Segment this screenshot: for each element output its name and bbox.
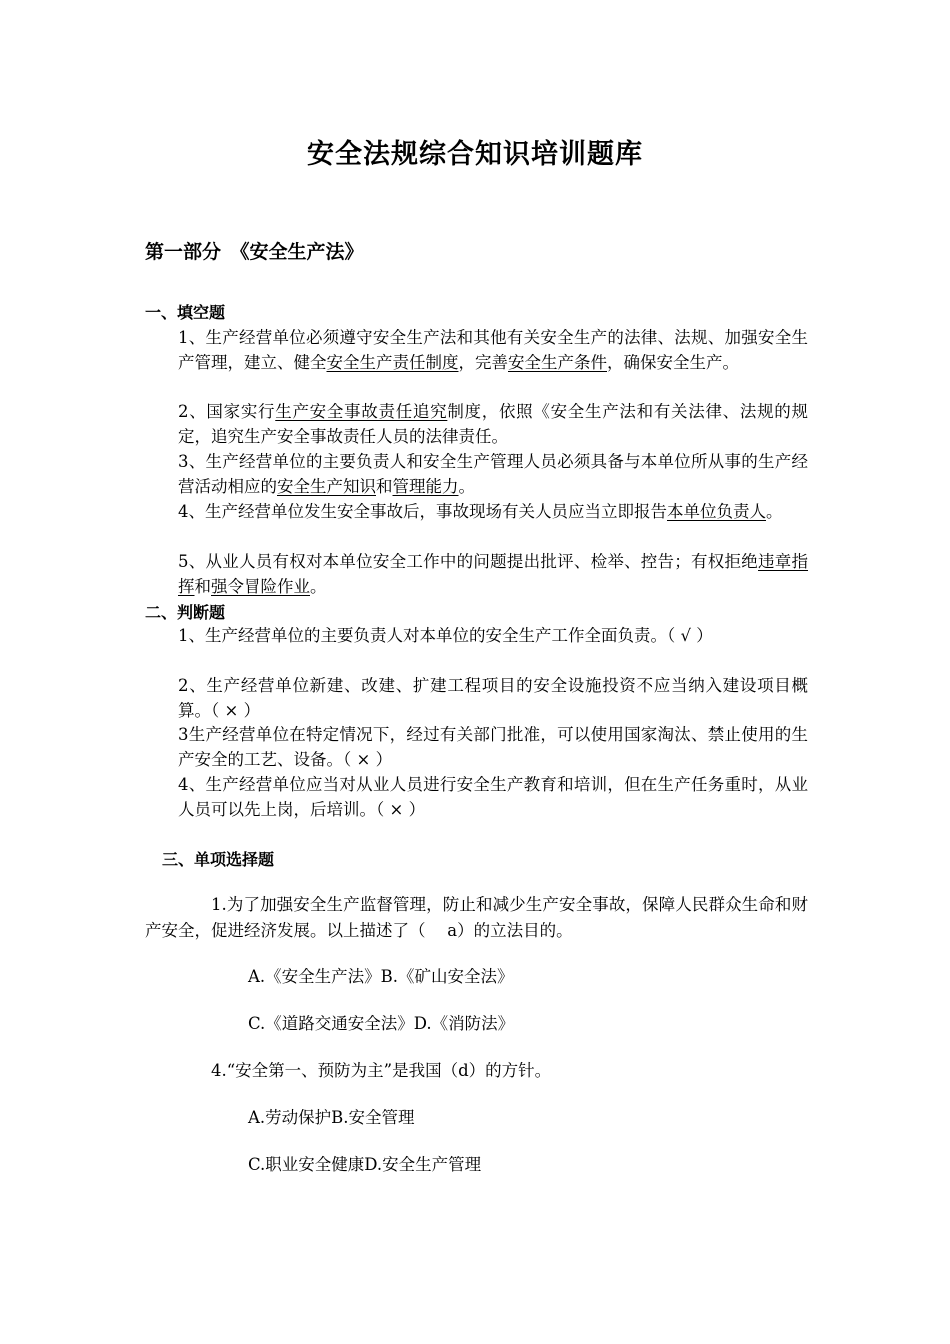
fill-item-5 bbox=[178, 550, 808, 599]
item-text: 5、从业人员有权对本单位安全工作中的问题提出批评、检举、控告；有权拒绝 bbox=[178, 552, 759, 571]
answer-blank: 安全生产条件 bbox=[508, 352, 607, 372]
choice-options-4b: C.职业安全健康D.安全生产管理 bbox=[248, 1155, 482, 1174]
choice-question-4: 4.“安全第一、预防为主”是我国（d）的方针。 bbox=[211, 1061, 552, 1080]
choice-options-1a: A.《安全生产法》B.《矿山安全法》 bbox=[248, 967, 514, 986]
choice-options-4a: A.劳动保护B.安全管理 bbox=[248, 1108, 415, 1127]
item-text: 3、生产经营单位的主要负责人和安全生产管理人员必须具备与本单位所从事的生产经营活动相应的 bbox=[178, 452, 808, 496]
item-text: 和 bbox=[194, 576, 211, 596]
item-text: 1、生产经营单位必须遵守安全生产法和其他有关安全生产的法律、法规、加强安全生产管理，建立、健全 bbox=[178, 328, 808, 372]
answer-blank: 本单位负责人 bbox=[667, 502, 766, 521]
choice-question-1: 1.为了加强安全生产监督管理，防止和减少生产安全事故，保障人民群众生命和财产安全，促进经济发展。以上描述了（ a）的立法目的。 bbox=[145, 895, 808, 940]
item-text: 和 bbox=[376, 476, 393, 496]
fill-item-1 bbox=[178, 326, 808, 375]
section-heading-single-choice: 三、单项选择题 bbox=[162, 850, 275, 869]
item-text: 2、国家实行 bbox=[178, 402, 276, 421]
item-text: ，完善 bbox=[458, 352, 508, 372]
item-text: 。 bbox=[766, 502, 783, 521]
answer-blank: 安全生产责任制度 bbox=[326, 352, 459, 372]
item-text: 。 bbox=[310, 576, 327, 596]
section-heading-true-false: 二、判断题 bbox=[145, 603, 226, 622]
item-text: 制度，依照《安全生产法和有关法律、法规的规定，追究生产安全事故责任人员的法律责任。 bbox=[178, 402, 809, 446]
item-text: ，确保安全生产。 bbox=[607, 352, 739, 372]
judge-item-4: 4、生产经营单位应当对从业人员进行安全生产教育和培训，但在生产任务重时，从业人员可以先上岗，后培训。（ × ） bbox=[178, 775, 808, 819]
section-heading-fill-in: 一、填空题 bbox=[145, 303, 226, 322]
answer-blank: 安全生产知识 bbox=[277, 476, 376, 496]
item-text: 4、生产经营单位发生安全事故后，事故现场有关人员应当立即报告 bbox=[178, 502, 667, 521]
fill-item-3 bbox=[178, 450, 808, 499]
judge-item-2: 2、生产经营单位新建、改建、扩建工程项目的安全设施投资不应当纳入建设项目概算。（ × ） bbox=[178, 676, 808, 720]
answer-blank: 管理能力 bbox=[392, 476, 459, 496]
document-title: 安全法规综合知识培训题库 bbox=[307, 139, 643, 170]
answer-blank: 强令冒险作业 bbox=[211, 576, 310, 596]
choice-options-1b: C.《道路交通安全法》D.《消防法》 bbox=[248, 1014, 515, 1033]
answer-blank: 生产安全事故责任追究 bbox=[275, 402, 448, 421]
part-heading: 第一部分 《安全生产法》 bbox=[145, 241, 364, 263]
fill-item-4 bbox=[178, 500, 808, 525]
fill-item-2 bbox=[178, 400, 808, 449]
judge-item-3: 3生产经营单位在特定情况下，经过有关部门批准，可以使用国家淘汰、禁止使用的生产安全的工艺、设备。（ × ） bbox=[178, 725, 808, 769]
judge-item-1: 1、生产经营单位的主要负责人对本单位的安全生产工作全面负责。（ √ ） bbox=[178, 626, 713, 645]
item-text: 。 bbox=[458, 476, 475, 496]
answer-blank: 违章指挥 bbox=[178, 552, 809, 596]
